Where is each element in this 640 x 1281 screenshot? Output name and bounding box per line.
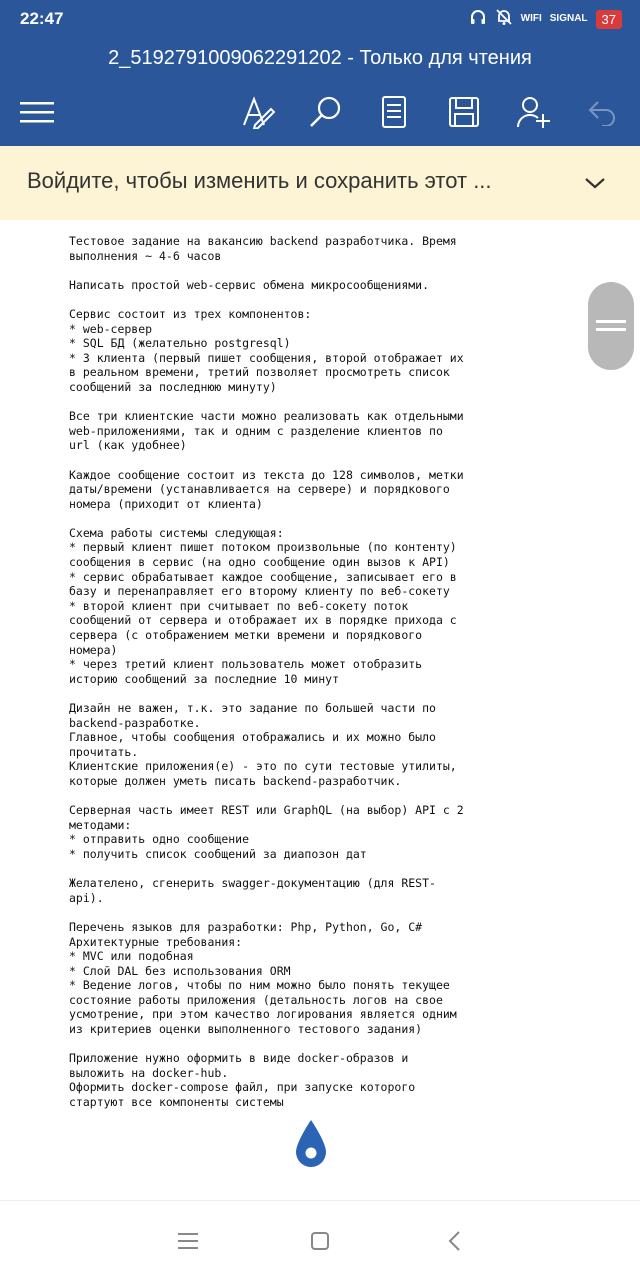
status-time: 22:47 xyxy=(20,9,64,28)
undo-icon[interactable] xyxy=(578,88,626,136)
system-nav-bar xyxy=(0,1200,640,1281)
chevron-down-icon[interactable] xyxy=(578,166,612,200)
cursor-handle-icon[interactable] xyxy=(294,1118,328,1174)
document-view[interactable] xyxy=(0,220,640,1200)
recent-apps-icon[interactable] xyxy=(168,1221,208,1261)
read-mode-icon[interactable] xyxy=(370,88,418,136)
status-bar xyxy=(0,0,640,38)
scroll-thumb[interactable] xyxy=(588,282,634,370)
home-icon[interactable] xyxy=(300,1221,340,1261)
toolbar xyxy=(0,78,640,146)
signin-banner[interactable] xyxy=(0,146,640,220)
signin-banner-text: Войдите, чтобы изменить и сохранить этот ... xyxy=(27,168,492,193)
wifi-icon: WIFI xyxy=(520,13,542,24)
search-icon[interactable] xyxy=(301,88,349,136)
menu-icon[interactable] xyxy=(13,88,61,136)
back-icon[interactable] xyxy=(434,1221,474,1261)
status-icons xyxy=(469,8,622,30)
share-icon[interactable] xyxy=(510,88,558,136)
headphones-icon xyxy=(469,8,487,30)
save-icon[interactable] xyxy=(440,88,488,136)
document-title: 2_5192791009062291202 - Только для чтения xyxy=(0,38,640,78)
notifications-muted-icon xyxy=(495,8,513,30)
document-text[interactable]: Тестовое задание на вакансию backend разработчика. Время выполнения ~ 4-6 часов Написать простой web-сервис обмена микросообщениями. Сервис состоит из трех компонентов: * web-сервер * SQL БД (желательно postgresql) * 3 клиента (первый пишет сообщения, второй отображает их в реальном времени, третий позволяет просмотреть список сообщений за последнюю минуту) Все три клиентские части можно реализовать как отдельными web-приложениями, так и одним с разделение клиентов по url (как удобнее) Каждое сообщение состоит из текста до 128 символов, метки даты/времени (устанавливается на сервере) и порядкового номера (приходит от клиента) Схема работы системы следующая: * первый клиент пишет потоком произвольные (по контенту) сообщения в сервис (на одно сообщение один вызов к API) * сервис обрабатывает каждое сообщение, записывает его в базу и перенаправляет его второму клиенту по веб-сокету * второй клиент при считывает по веб-сокету поток сообщений от сервера и отображает их в порядке прихода с сервера (с отображением метки времени и порядкового номера) * через третий клиент пользователь может отобразить историю сообщений за последние 10 минут Дизайн не важен, т.к. это задание по большей части по backend-разработке. Главное, чтобы сообщения отображались и их можно было прочитать. Клиентские приложения(е) - это по сути тестовые утилиты, которые должен уметь писать backend-разработчик. Серверная часть имеет REST или GraphQL (на выбор) API с 2 методами: * отправить одно сообщение * получить список сообщений за диапозон дат Желателено, сгенерить swagger-документацию (для REST- api). Перечень языков для разработки: Php, Python, Go, C# Архитектурные требования: * MVC или подобная * Слой DAL без использования ORM * Ведение логов, чтобы по ним можно было понять текущее состояние работы приложения (детальность логов на свое усмотрение, при этом качество логирования является одним из критериев оценки выполненного тестового задания) Приложение нужно оформить в виде docker-образов и выложить на docker-hub. Оформить docker-compose файл, при запуске которого стартуют все компоненты системы xyxy=(69,234,464,1110)
battery-icon: 37 xyxy=(596,10,622,29)
signal-icon: SIGNAL xyxy=(549,13,588,24)
draw-pen-icon[interactable] xyxy=(234,88,282,136)
